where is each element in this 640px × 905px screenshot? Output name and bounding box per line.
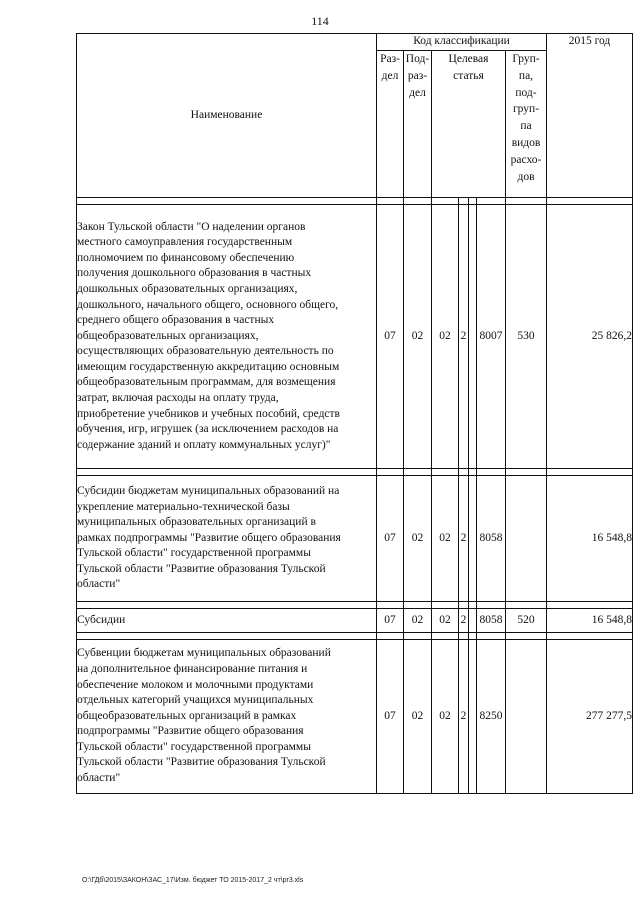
- cell-expense-group: [506, 640, 547, 794]
- cell-target-subprogram: 2: [459, 640, 469, 794]
- cell-target-main-activity: [469, 476, 477, 602]
- separator-row: [77, 469, 633, 476]
- cell-podrazdel: 02: [404, 205, 432, 469]
- cell-target-program: 02: [432, 640, 459, 794]
- cell-target-program: 02: [432, 476, 459, 602]
- cell-podrazdel: 02: [404, 640, 432, 794]
- table-row: [77, 640, 633, 794]
- header-razdel: Раз- дел: [377, 51, 404, 198]
- cell-amount: 25 826,2: [547, 205, 633, 469]
- cell-expense-group: 530: [506, 205, 547, 469]
- cell-razdel: 07: [377, 640, 404, 794]
- header-classification: Код классификации: [377, 34, 547, 51]
- separator-row: [77, 198, 633, 205]
- header-year: 2015 год: [547, 34, 633, 198]
- cell-amount: 16 548,8: [547, 476, 633, 602]
- cell-podrazdel: 02: [404, 476, 432, 602]
- cell-target-main-activity: [469, 609, 477, 633]
- table-row: [77, 205, 633, 469]
- cell-target-direction: 8250: [477, 640, 506, 794]
- page-number: 114: [311, 14, 329, 28]
- cell-target-subprogram: 2: [459, 476, 469, 602]
- header-expense-group: Груп- па, под- груп- па видов расхо- дов: [506, 51, 547, 198]
- separator-row: [77, 633, 633, 640]
- cell-razdel: 07: [377, 205, 404, 469]
- header-target-article: Целевая статья: [432, 51, 506, 198]
- cell-amount: 277 277,5: [547, 640, 633, 794]
- cell-target-direction: 8058: [477, 476, 506, 602]
- cell-expense-group: 520: [506, 609, 547, 633]
- header-podrazdel: Под- раз- дел: [404, 51, 432, 198]
- cell-razdel: 07: [377, 476, 404, 602]
- cell-target-main-activity: [469, 640, 477, 794]
- budget-table: [76, 33, 633, 794]
- cell-razdel: 07: [377, 609, 404, 633]
- cell-target-program: 02: [432, 609, 459, 633]
- cell-target-main-activity: [469, 205, 477, 469]
- cell-target-direction: 8058: [477, 609, 506, 633]
- file-path-footer: O:\ГДб\2015\ЗАКОН\ЗАС_17\Изм. бюджет ТО 2015-2017_2 чт\pr3.xls: [82, 877, 304, 884]
- cell-expense-group: [506, 476, 547, 602]
- row-description: Субсидии: [77, 609, 377, 633]
- table-row: [77, 476, 633, 602]
- row-description: Субвенции бюджетам муниципальных образований на дополнительное финансирование питания и обеспечение молоком и молочными продуктами отдельных категорий учащихся муниципальных общеобразовательных организаций в рамках подпрограммы "Развитие общего образования Тульской области" государственной программы Тульской области "Развитие образования Тульской области": [77, 640, 377, 794]
- header-name: Наименование: [77, 34, 377, 198]
- cell-target-subprogram: 2: [459, 205, 469, 469]
- table-row: [77, 609, 633, 633]
- cell-target-direction: 8007: [477, 205, 506, 469]
- separator-row: [77, 602, 633, 609]
- row-description: Закон Тульской области "О наделении органов местного самоуправления государственным полномочием по финансовому обеспечению получения дошкольного образования в частных дошкольных образовательных организациях, дошкольного, начального общего, основного общего, среднего общего образования в частных общеобразовательных организациях, осуществляющих образовательную деятельность по имеющим государственную аккредитацию основным общеобразовательным программам, для возмещения затрат, включая расходы на оплату труда, приобретение учебников и учебных пособий, средств обучения, игр, игрушек (за исключением расходов на содержание зданий и оплату коммунальных услуг)": [77, 205, 377, 469]
- cell-amount: 16 548,8: [547, 609, 633, 633]
- cell-target-subprogram: 2: [459, 609, 469, 633]
- row-description: Субсидии бюджетам муниципальных образований на укрепление материально-технической базы муниципальных образовательных организаций в рамках подпрограммы "Развитие общего образования Тульской области" государственной программы Тульской области "Развитие образования Тульской области": [77, 476, 377, 602]
- cell-podrazdel: 02: [404, 609, 432, 633]
- cell-target-program: 02: [432, 205, 459, 469]
